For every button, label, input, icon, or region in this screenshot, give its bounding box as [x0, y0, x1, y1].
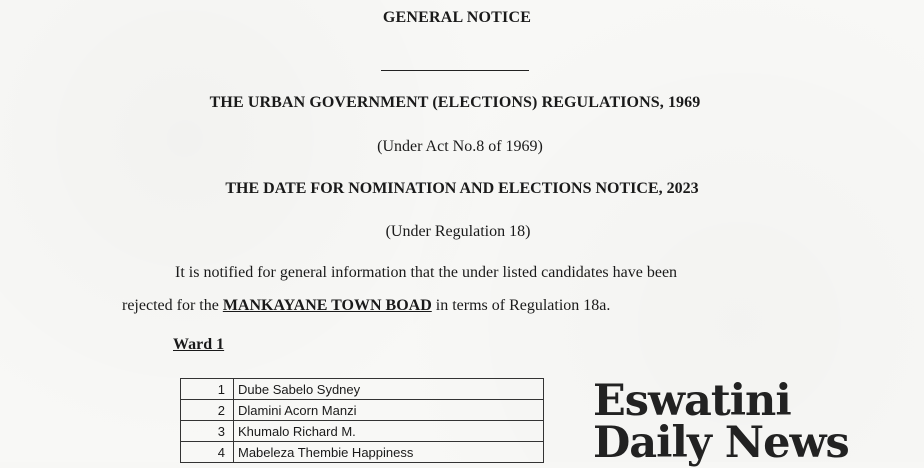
regulation-reference: (Under Regulation 18): [385, 223, 531, 240]
candidate-number: 4: [181, 442, 234, 463]
candidates-table: [180, 378, 544, 463]
notice-title: THE DATE FOR NOMINATION AND ELECTIONS NOTICE, 2023: [225, 180, 699, 197]
candidate-name: Dlamini Acorn Manzi: [234, 400, 544, 421]
table-row: [181, 421, 544, 442]
notice-heading: GENERAL NOTICE: [382, 9, 532, 26]
candidate-number: 1: [181, 379, 234, 400]
ward-heading: Ward 1: [173, 336, 225, 353]
table-row: [181, 442, 544, 463]
watermark-line1: Eswatini: [593, 376, 791, 426]
table-row: [181, 400, 544, 421]
town-board-name: MANKAYANE TOWN BOAD: [222, 297, 432, 314]
candidate-name: Mabeleza Thembie Happiness: [234, 442, 544, 463]
regulations-title: THE URBAN GOVERNMENT (ELECTIONS) REGULATIONS, 1969: [209, 94, 701, 111]
table-row: [181, 379, 544, 400]
act-reference: (Under Act No.8 of 1969): [377, 138, 543, 155]
watermark-line2: Daily News: [593, 418, 849, 468]
candidate-number: 3: [181, 421, 234, 442]
paragraph-prefix: rejected for the: [122, 297, 223, 314]
notice-paragraph-line2: [122, 297, 610, 315]
candidate-number: 2: [181, 400, 234, 421]
candidate-name: Khumalo Richard M.: [234, 421, 544, 442]
eswatini-daily-news-watermark: [593, 376, 849, 468]
heading-rule: [381, 70, 529, 71]
candidate-name: Dube Sabelo Sydney: [234, 379, 544, 400]
notice-paragraph-line1: It is notified for general information that the under listed candidates have been: [175, 264, 678, 281]
paragraph-suffix: in terms of Regulation 18a.: [431, 297, 611, 314]
